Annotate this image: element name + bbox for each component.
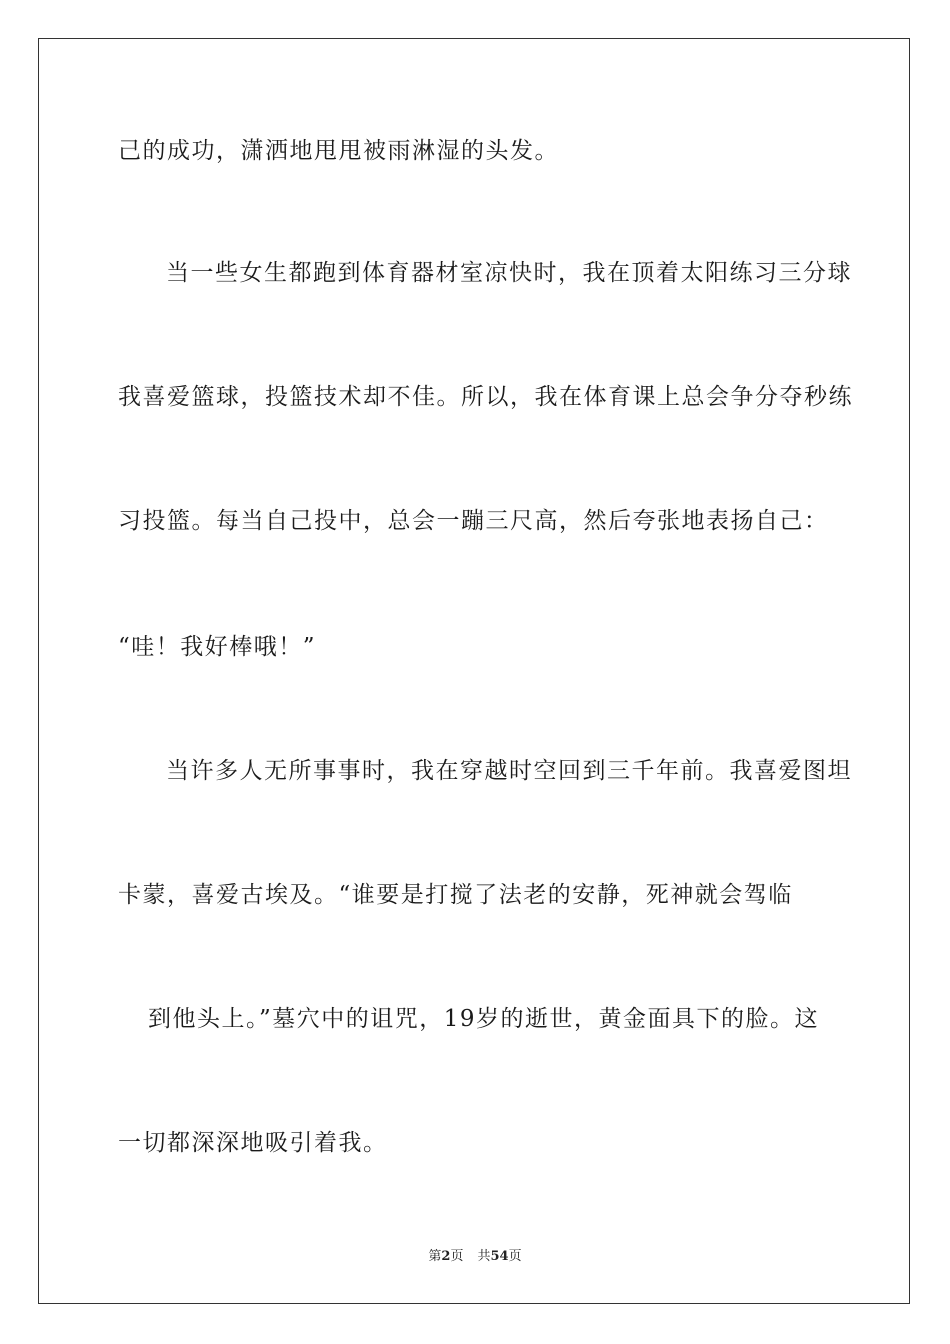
page-suffix: 页 (450, 1249, 464, 1264)
paragraph-line-6: 当许多人无所事事时，我在穿越时空回到三千年前。我喜爱图坦 (166, 758, 852, 784)
paragraph-line-4: 习投篮。每当自己投中，总会一蹦三尺高，然后夸张地表扬自己： (118, 508, 829, 534)
total-pages: 54 (490, 1249, 509, 1264)
paragraph-line-5: “哇！我好棒哦！” (118, 634, 317, 660)
page-footer (0, 1248, 950, 1266)
total-prefix: 共 (477, 1249, 491, 1264)
paragraph-line-8: 到他头上。”墓穴中的诅咒，19岁的逝世，黄金面具下的脸。这 (148, 1006, 820, 1032)
paragraph-line-7: 卡蒙，喜爱古埃及。“谁要是打搅了法老的安静，死神就会驾临 (118, 882, 793, 908)
paragraph-line-3: 我喜爱篮球，投篮技术却不佳。所以，我在体育课上总会争分夺秒练 (118, 384, 853, 410)
paragraph-line-9: 一切都深深地吸引着我。 (118, 1130, 388, 1156)
paragraph-line-1: 己的成功，潇洒地甩甩被雨淋湿的头发。 (118, 138, 559, 164)
paragraph-line-2: 当一些女生都跑到体育器材室凉快时，我在顶着太阳练习三分球 (166, 260, 852, 286)
page-prefix: 第 (428, 1249, 442, 1264)
page-border (38, 38, 910, 1304)
page-number: 2 (441, 1249, 451, 1264)
total-suffix: 页 (508, 1249, 522, 1264)
